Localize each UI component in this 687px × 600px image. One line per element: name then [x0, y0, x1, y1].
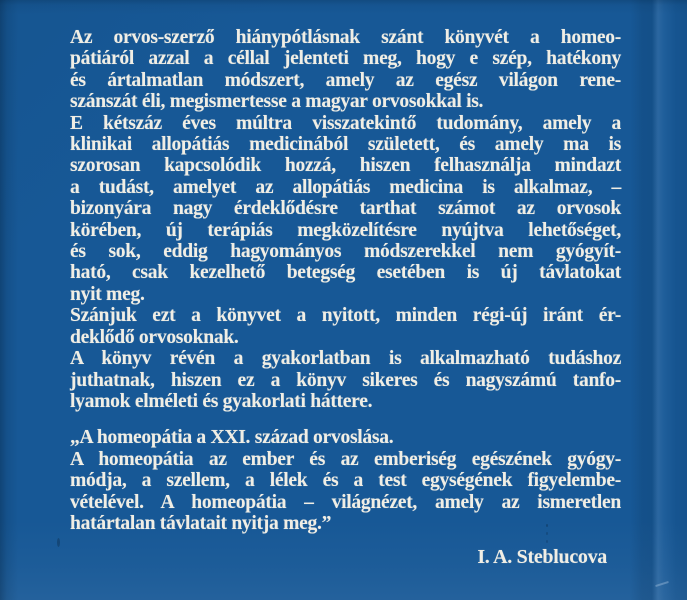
- paragraph: [70, 27, 621, 113]
- blurb-text-block: [70, 27, 621, 569]
- text-line: szorosan kapcsolódik hozzá, hiszen felhasználja mindazt: [70, 155, 621, 177]
- text-line: módja, a szellem, a lélek és a test egységének figyelembe-: [70, 470, 621, 492]
- paragraph: [70, 348, 621, 412]
- text-line: deklődő orvosoknak.: [70, 326, 239, 348]
- scan-artifact-scratch: [655, 581, 669, 587]
- text-line: E kétszáz éves múltra visszatekintő tudomány, amely a: [70, 112, 621, 134]
- blurb-quote: [70, 427, 621, 534]
- scan-artifact-speck: [57, 538, 60, 547]
- paragraph: [70, 113, 621, 306]
- text-line: juthatnak, hiszen ez a könyv sikeres és nagyszámú tanfo-: [70, 369, 621, 391]
- blurb-body: [70, 27, 621, 412]
- author-signature: I. A. Steblucova: [477, 546, 607, 569]
- text-line: nyit meg.: [70, 283, 145, 305]
- text-line: és sok, eddig hagyományos módszerekkel nem gyógyít-: [70, 241, 621, 263]
- paragraph: [70, 427, 621, 448]
- text-line: szánszát éli, megismertesse a magyar orvosokkal is.: [70, 91, 484, 113]
- text-line: ható, csak kezelhető betegség esetében is új távlatokat: [70, 262, 621, 284]
- paragraph: [70, 305, 621, 348]
- paragraph: [70, 449, 621, 535]
- text-line: határtalan távlatait nyitja meg.”: [70, 512, 332, 534]
- text-line: A homeopátia az ember és az emberiség egészének gyógy-: [70, 448, 621, 470]
- text-line: és ártalmatlan módszert, amely az egész világon rene-: [70, 69, 621, 91]
- text-line: pátiáról azzal a céllal jelenteti meg, hogy e szép, hatékony: [70, 48, 621, 70]
- text-line: „A homeopátia a XXI. század orvoslása.: [70, 427, 394, 449]
- text-line: lyamok elméleti és gyakorlati háttere.: [70, 390, 373, 412]
- text-line: körében, új terápiás megközelítésre nyújtva lehetőséget,: [70, 219, 621, 241]
- text-line: vételével. A homeopátia – világnézet, amely az ismeretlen: [70, 491, 621, 513]
- text-line: Szánjuk ezt a könyvet a nyitott, minden régi-új iránt ér-: [70, 305, 621, 327]
- text-line: A könyv révén a gyakorlatban is alkalmazható tudáshoz: [70, 348, 621, 370]
- text-line: Az orvos-szerző hiánypótlásnak szánt könyvét a homeo-: [70, 27, 621, 48]
- text-line: a tudást, amelyet az allopátiás medicina is alkalmaz, –: [70, 176, 621, 198]
- text-line: bizonyára nagy érdeklődésre tarthat számot az orvosok: [70, 198, 621, 220]
- text-line: klinikai allopátiás medicinából született, és amely ma is: [70, 134, 621, 156]
